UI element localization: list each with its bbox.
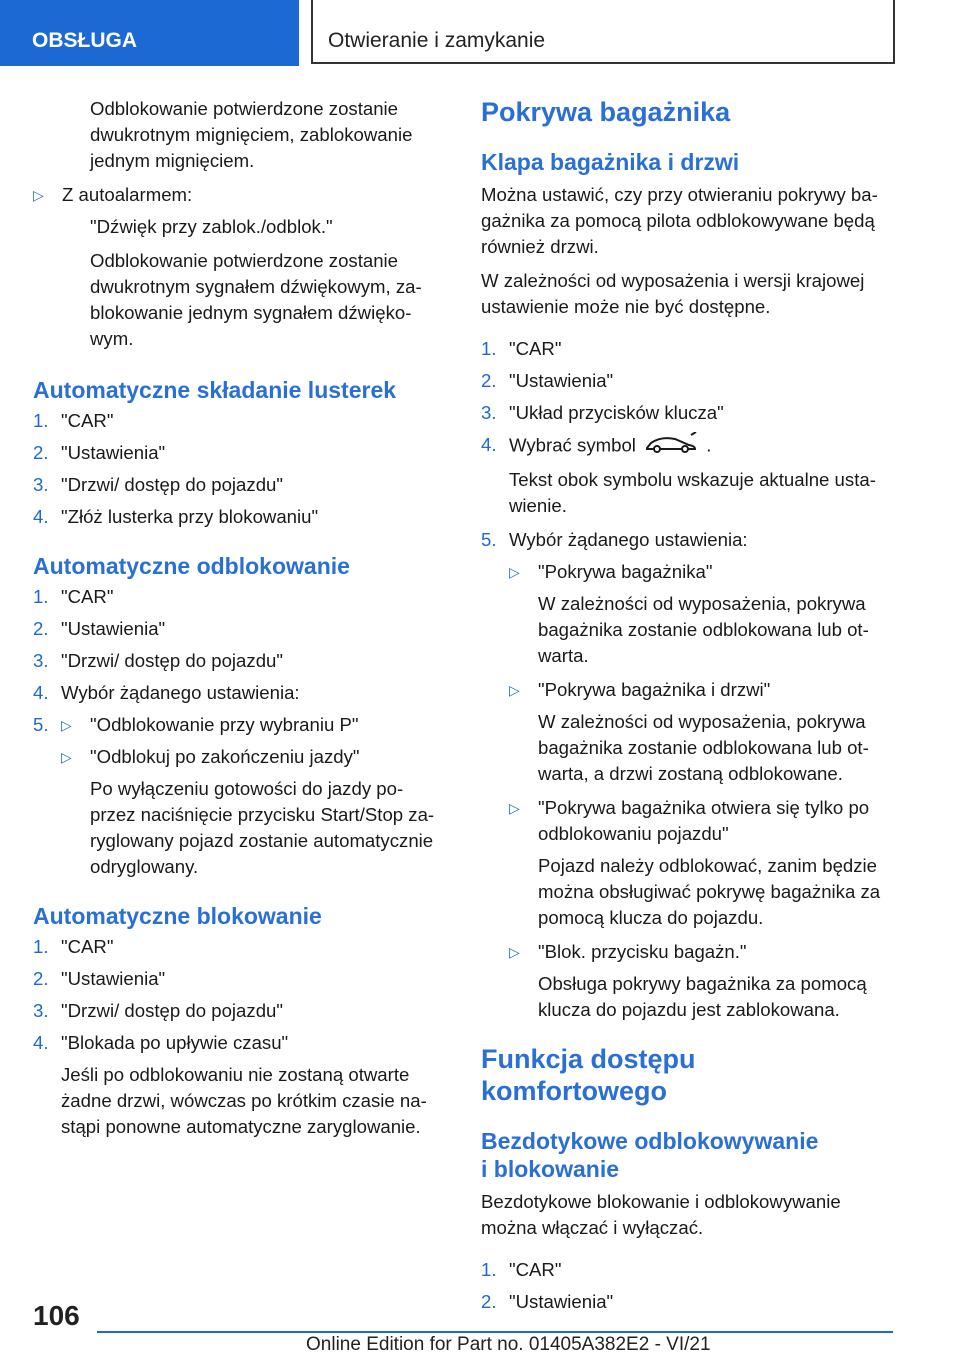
- list-item: ▷ Z autoalarmem:: [33, 182, 443, 208]
- list-item: 3. "Drzwi/ dostęp do pojazdu": [33, 650, 283, 671]
- list-item: 2. "Ustawienia": [33, 968, 166, 989]
- list-item: ▷ "Pokrywa bagażnika": [481, 559, 889, 585]
- list-item: 4. Wybrać symbol .: [481, 432, 889, 461]
- list-item: 3. "Drzwi/ dostęp do pojazdu": [33, 474, 283, 495]
- page-header: [0, 0, 960, 66]
- edition-text: Online Edition for Part no. 01405A382E2 - VI/21: [306, 1334, 711, 1355]
- list-item: 4. "Blokada po upływie czasu": [33, 1032, 289, 1053]
- list-item: 1. "CAR": [33, 936, 114, 957]
- page-number: 106: [33, 1300, 80, 1331]
- triangle-right-icon: ▷: [509, 682, 520, 698]
- list-item: 4. Wybór żądanego ustawienia:: [33, 682, 300, 703]
- car-trunk-icon: [641, 432, 701, 461]
- list-item: ▷ "Pokrywa bagażnika i drzwi": [481, 677, 889, 703]
- comfort-subheading-1: Bezdotykowe odblokowywanie: [481, 1128, 819, 1154]
- list-item: 2. "Ustawienia": [481, 370, 614, 391]
- list-item: ▷ "Odblokuj po zakończeniu jazdy": [33, 744, 443, 770]
- lock-heading: Automatyczne blokowanie: [33, 903, 322, 929]
- triangle-right-icon: ▷: [509, 944, 520, 960]
- list-item: 2. "Ustawienia": [33, 442, 166, 463]
- lock-steps: [33, 934, 443, 1140]
- alarm-text: Odblokowanie potwierdzone zostanie dwukrotnym sygnałem dźwiękowym, za-blokowanie jednym sygnałem dźwięko-wym.: [90, 250, 422, 349]
- intro-text: Odblokowanie potwierdzone zostanie dwukrotnym mignięciem, zablokowanie jednym mignięciem.: [90, 98, 413, 171]
- triangle-right-icon: ▷: [509, 800, 520, 816]
- list-item: 2. "Ustawienia": [481, 1291, 614, 1312]
- list-item: 2. "Ustawienia": [33, 618, 166, 639]
- trunk-heading: Pokrywa bagażnika: [481, 97, 731, 127]
- list-item: 1. "CAR": [481, 338, 562, 359]
- option-text: Obsługa pokrywy bagażnika za pomocą klucza do pojazdu jest zablokowana.: [538, 973, 867, 1020]
- triangle-right-icon: ▷: [509, 564, 520, 580]
- opt2-text: Po wyłączeniu gotowości do jazdy po-przez naciśnięcie przycisku Start/Stop za-ryglowany pojazd zostanie automatycznie odryglowany.: [90, 778, 435, 877]
- list-item: ▷ "Pokrywa bagażnika otwiera się tylko po odblokowaniu pojazdu": [481, 795, 889, 847]
- list-item: 3. "Układ przycisków klucza": [481, 402, 724, 423]
- list-item: 1. "CAR": [481, 1259, 562, 1280]
- mirrors-heading: Automatyczne składanie lusterek: [33, 377, 397, 403]
- alarm-setting: "Dźwięk przy zablok./odblok.": [90, 216, 333, 237]
- trunk-p1: Można ustawić, czy przy otwieraniu pokrywy ba-gażnika za pomocą pilota odblokowywane będą również drzwi.: [481, 184, 878, 257]
- chapter-title: Otwieranie i zamykanie: [311, 0, 895, 64]
- list-item: 1. "CAR": [33, 586, 114, 607]
- comfort-text: Bezdotykowe blokowanie i odblokowywanie można włączać i wyłączać.: [481, 1191, 841, 1238]
- unlock-steps: [33, 584, 443, 880]
- page-footer: [0, 1290, 960, 1362]
- list-item: 4. "Złóż lusterka przy blokowaniu": [33, 506, 319, 527]
- triangle-right-icon: ▷: [61, 717, 72, 733]
- comfort-subheading-2: i blokowanie: [481, 1156, 620, 1182]
- right-column: [481, 96, 889, 1321]
- comfort-heading: Funkcja dostępu komfortowego: [481, 1044, 696, 1106]
- list-item: 5. Wybór żądanego ustawienia:: [481, 529, 748, 550]
- option-text: W zależności od wyposażenia, pokrywa bagażnika zostanie odblokowana lub ot-warta.: [538, 593, 869, 666]
- list-item: 3. "Drzwi/ dostęp do pojazdu": [33, 1000, 283, 1021]
- left-column: [33, 96, 443, 1148]
- trunk-p2: W zależności od wyposażenia i wersji krajowej ustawienie może nie być dostępne.: [481, 270, 865, 317]
- option-text: Pojazd należy odblokować, zanim będzie można obsługiwać pokrywę bagażnika za pomocą klucza do pojazdu.: [538, 855, 881, 928]
- triangle-right-icon: ▷: [61, 749, 72, 765]
- step4-text: Tekst obok symbolu wskazuje aktualne usta-wienie.: [509, 469, 876, 516]
- trunk-steps: [481, 336, 889, 1023]
- lock-step4-text: Jeśli po odblokowaniu nie zostaną otwarte żadne drzwi, wówczas po krótkim czasie na-stąpi ponowne automatyczne zaryglowanie.: [61, 1064, 427, 1137]
- option-text: W zależności od wyposażenia, pokrywa bagażnika zostanie odblokowana lub ot-warta, a drzwi zostaną odblokowane.: [538, 711, 869, 784]
- triangle-right-icon: ▷: [33, 187, 44, 203]
- list-item: 1. "CAR": [33, 410, 114, 431]
- footer-divider: [97, 1331, 893, 1333]
- trunk-subheading: Klapa bagażnika i drzwi: [481, 149, 740, 175]
- mirrors-steps: [33, 408, 443, 530]
- list-item: 5. ▷ "Odblokowanie przy wybraniu P": [33, 712, 443, 738]
- section-tab[interactable]: OBSŁUGA: [0, 0, 299, 66]
- list-item: ▷ "Blok. przycisku bagażn.": [481, 939, 889, 965]
- unlock-heading: Automatyczne odblokowanie: [33, 553, 350, 579]
